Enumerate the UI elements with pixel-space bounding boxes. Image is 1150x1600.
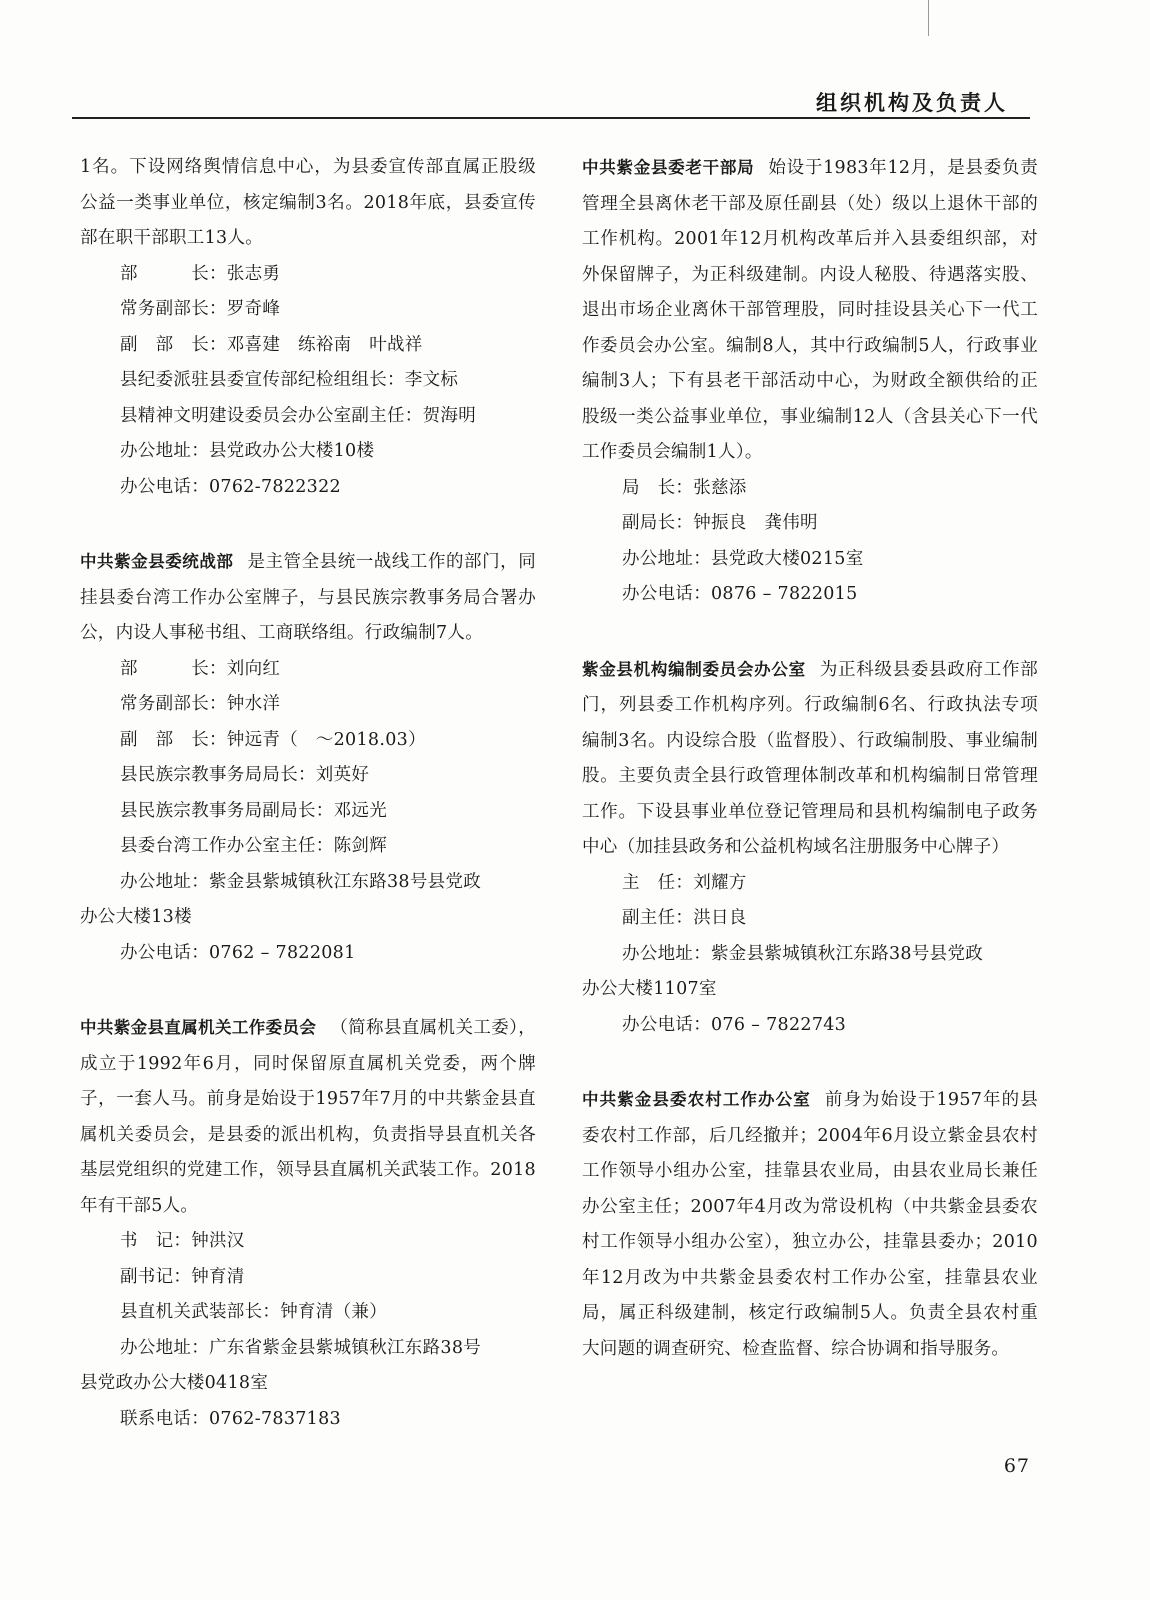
section-rural-work-office: [582, 1082, 1038, 1367]
info-line: 副主任：洪日良: [622, 908, 747, 928]
section-staffing-committee-office: [582, 652, 1038, 1044]
info-line: 县民族宗教事务局局长：刘英好: [120, 765, 370, 785]
page-number: 67: [1003, 1455, 1030, 1477]
left-column: [80, 150, 536, 1476]
section-body: 始设于1983年12月，是县委负责管理全县离休老干部及原任副县（处）级以上退休干部的工作机构。2001年12月机构改革后并入县委组织部，对外保留牌子，为正科级建制。内设人秘股、待遇落实股、退出市场企业离休干部管理股，同时挂设县关心下一代工作委员会办公室。编制8人，其中行政编制5人，行政事业编制3人；下有县老干部活动中心，为财政全额供给的正股级一类公益事业单位，事业编制12人（含县关心下一代工作委员会编制1人）。: [582, 158, 1039, 462]
section-paragraph: [582, 652, 1038, 866]
info-line: 办公地址：紫金县紫城镇秋江东路38号县党政: [622, 943, 984, 964]
scan-gutter-line: [928, 0, 929, 36]
info-line: 县精神文明建设委员会办公室副主任：贺海明: [120, 405, 476, 426]
info-line: 副 部 长：邓喜建 练裕南 叶战祥: [120, 334, 423, 355]
section-body: 是主管全县统一战线工作的部门，同挂县委台湾工作办公室牌子，与县民族宗教事务局合署办公，内设人事秘书组、工商联络组。行政编制7人。: [80, 552, 536, 643]
section-paragraph: [582, 1082, 1038, 1367]
info-line: 办公电话：0876 – 7822015: [622, 584, 858, 604]
section-body: 1名。下设网络舆情信息中心，为县委宣传部直属正股级公益一类事业单位，核定编制3名。2018年底，县委宣传部在职干部职工13人。: [80, 157, 536, 248]
section-heading: 中共紫金县直属机关工作委员会: [80, 1018, 317, 1037]
info-line-continuation: 办公大楼13楼: [80, 907, 192, 927]
info-line: 县委台湾工作办公室主任：陈剑辉: [120, 836, 387, 856]
section-paragraph: [80, 1010, 536, 1224]
info-line: 部 长：张志勇: [120, 263, 281, 284]
info-line: 办公电话：076 – 7822743: [622, 1014, 847, 1035]
info-line: 书 记：钟洪汉: [120, 1231, 245, 1251]
info-line: 办公地址：县党政大楼0215室: [622, 548, 864, 569]
info-line: 办公地址：紫金县紫城镇秋江东路38号县党政: [120, 871, 482, 892]
info-line: 办公地址：广东省紫金县紫城镇秋江东路38号: [120, 1337, 482, 1358]
info-line: 副局长：钟振良 龚伟明: [622, 513, 818, 533]
section-direct-organs-committee: [80, 1010, 536, 1437]
section-paragraph: [582, 150, 1038, 471]
info-line: 联系电话：0762-7837183: [120, 1408, 341, 1429]
info-line: 副 部 长：钟远青（ ～2018.03）: [120, 729, 426, 750]
info-line-continuation: 办公大楼1107室: [582, 979, 717, 999]
info-line: 办公电话：0762-7822322: [120, 476, 341, 497]
info-line: 县直机关武装部长：钟育清（兼）: [120, 1302, 387, 1322]
info-line: 办公电话：0762 – 7822081: [120, 942, 356, 963]
section-body: 为正科级县委县政府工作部门，列县委工作机构序列。行政编制6名、行政执法专项编制3名。内设综合股（监督股）、行政编制股、事业编制股。主要负责全县行政管理体制改革和机构编制日常管理工作。下设县事业单位登记管理局和县机构编制电子政务中心（加挂县政务和公益机构域名注册服务中心牌子）: [582, 659, 1038, 857]
info-line-continuation: 县党政办公大楼0418室: [80, 1373, 269, 1393]
section-body: 前身为始设于1957年的县委农村工作部，后几经撤并；2004年6月设立紫金县农村工作领导小组办公室，挂靠县农业局，由县农业局长兼任办公室主任；2007年4月改为常设机构（中共紫金县委农村工作领导小组办公室），独立办公，挂靠县委办；2010年12月改为中共紫金县委农村工作办公室，挂靠县农业局，属正科级建制，核定行政编制5人。负责全县农村重大问题的调查研究、检查监督、综合协调和指导服务。: [582, 1090, 1039, 1359]
info-line: 局 长：张慈添: [622, 477, 747, 498]
section-propaganda-continued: [80, 150, 536, 505]
section-heading: 中共紫金县委农村工作办公室: [582, 1090, 811, 1109]
info-line: 常务副部长：钟水洋: [120, 694, 281, 714]
right-column: [582, 150, 1038, 1406]
info-line: 办公地址：县党政办公大楼10楼: [120, 441, 375, 461]
info-line: 主 任：刘耀方: [622, 872, 747, 893]
running-header: 组织机构及负责人: [816, 91, 1008, 115]
info-line: 副书记：钟育清: [120, 1266, 245, 1287]
info-line: 县纪委派驻县委宣传部纪检组组长：李文标: [120, 370, 459, 390]
info-line: 部 长：刘向红: [120, 658, 281, 679]
info-line: 县民族宗教事务局副局长：邓远光: [120, 800, 387, 821]
section-body: （简称县直属机关工委），成立于1992年6月，同时保留原直属机关党委，两个牌子，一套人马。前身是始设于1957年7月的中共紫金县直属机关委员会，是县委的派出机构，负责指导县直机关各基层党组织的党建工作，领导县直属机关武装工作。2018年有干部5人。: [80, 1018, 536, 1216]
section-heading: 中共紫金县委统战部: [80, 552, 234, 571]
info-line: 常务副部长：罗奇峰: [120, 299, 281, 319]
section-heading: 中共紫金县委老干部局: [582, 158, 755, 177]
section-paragraph: [80, 544, 536, 652]
section-united-front: [80, 544, 536, 971]
section-heading: 紫金县机构编制委员会办公室: [582, 659, 806, 679]
section-veteran-cadres-bureau: [582, 150, 1038, 613]
header-rule: [72, 117, 1030, 119]
